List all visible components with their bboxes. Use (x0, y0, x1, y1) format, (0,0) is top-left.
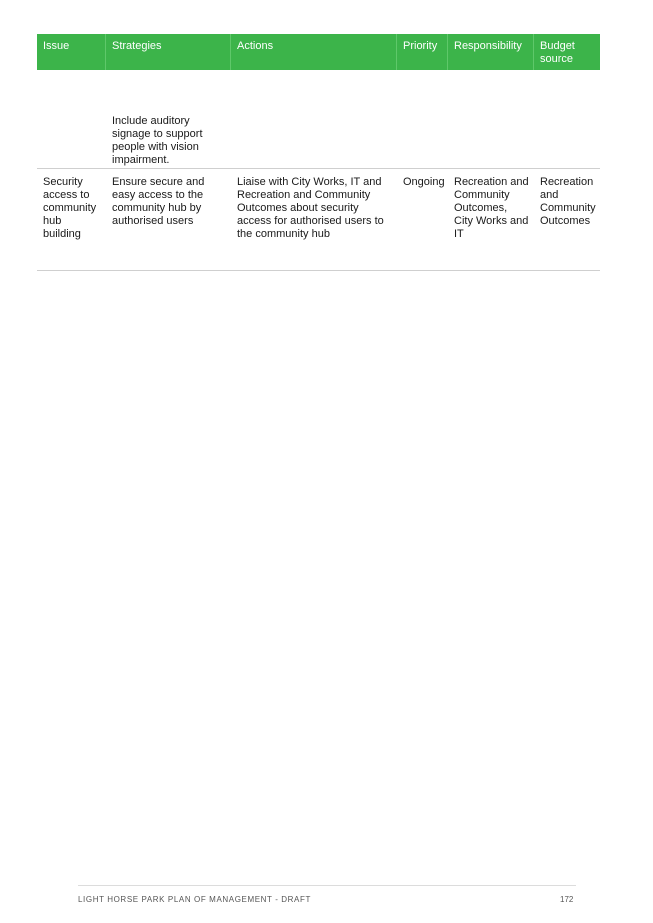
cell-actions: Liaise with City Works, IT and Recreation and Community Outcomes about security access for authorised users to the community hub (237, 176, 384, 240)
cell-strategies: Include auditory signage to support people with vision impairment. (112, 115, 203, 166)
column-header-strategies: Strategies (106, 34, 231, 70)
table-header-row (37, 34, 600, 70)
column-header-actions: Actions (231, 34, 397, 70)
cell-issue (37, 70, 106, 168)
cell-actions (231, 70, 397, 168)
cell-budget-source (534, 70, 600, 168)
plan-of-management-table (37, 34, 600, 271)
cell-issue: Security access to community hub building (43, 176, 97, 240)
cell-priority: Ongoing (403, 176, 445, 188)
cell-priority (397, 70, 448, 168)
cell-budget-source: Recreation and Community Outcomes (540, 176, 596, 227)
table-row (37, 169, 600, 271)
footer-page-number: 172 (560, 895, 574, 904)
column-header-responsibility: Responsibility (448, 34, 534, 70)
column-header-issue: Issue (37, 34, 106, 70)
table-row (37, 70, 600, 169)
cell-responsibility (448, 70, 534, 168)
cell-strategies: Ensure secure and easy access to the community hub by authorised users (112, 176, 205, 227)
cell-responsibility: Recreation and Community Outcomes, City Works and IT (454, 176, 529, 240)
footer-document-title: LIGHT HORSE PARK PLAN OF MANAGEMENT - DRAFT (78, 895, 311, 904)
column-header-priority: Priority (397, 34, 448, 70)
footer-divider (78, 885, 576, 886)
column-header-budget-source: Budget source (540, 40, 575, 65)
